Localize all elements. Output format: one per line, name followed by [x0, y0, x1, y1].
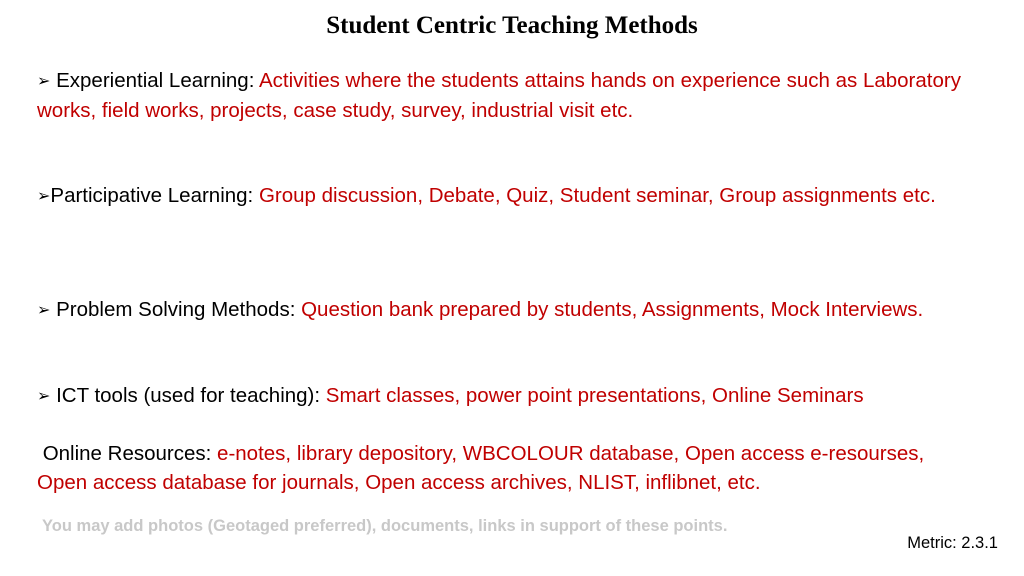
point-ict-tools [37, 381, 972, 411]
metric-label: Metric: 2.3.1 [907, 534, 998, 552]
point-value: e-notes, library depository, WBCOLOUR database, Open access e-resourses, Open access database for journals, Open access archives, NLIST, inflibnet, etc. [37, 442, 925, 494]
point-experiential-learning [37, 66, 972, 125]
arrow-bullet-icon: ➢ [37, 188, 51, 205]
footer-note: You may add photos (Geotaged preferred), documents, links in support of these points. [42, 517, 728, 535]
arrow-bullet-icon: ➢ [37, 73, 51, 90]
point-online-resources [37, 439, 972, 497]
point-value: Activities where the students attains hands on experience such as Laboratory works, field works, projects, case study, survey, industrial visit etc. [37, 69, 961, 122]
point-problem-solving [37, 295, 972, 325]
point-value: Smart classes, power point presentations, Online Seminars [325, 384, 864, 407]
point-value: Group discussion, Debate, Quiz, Student seminar, Group assignments etc. [258, 184, 936, 207]
arrow-bullet-icon: ➢ [37, 388, 51, 405]
point-participative-learning [37, 181, 972, 211]
point-label: Experiential Learning: [56, 69, 255, 92]
point-label: Participative Learning: [50, 184, 254, 207]
point-label: Online Resources: [42, 442, 212, 465]
point-label: ICT tools (used for teaching): [56, 384, 321, 407]
arrow-bullet-icon: ➢ [37, 302, 51, 319]
page-title: Student Centric Teaching Methods [326, 12, 698, 39]
point-label: Problem Solving Methods: [56, 298, 296, 321]
point-value: Question bank prepared by students, Assignments, Mock Interviews. [301, 298, 924, 321]
